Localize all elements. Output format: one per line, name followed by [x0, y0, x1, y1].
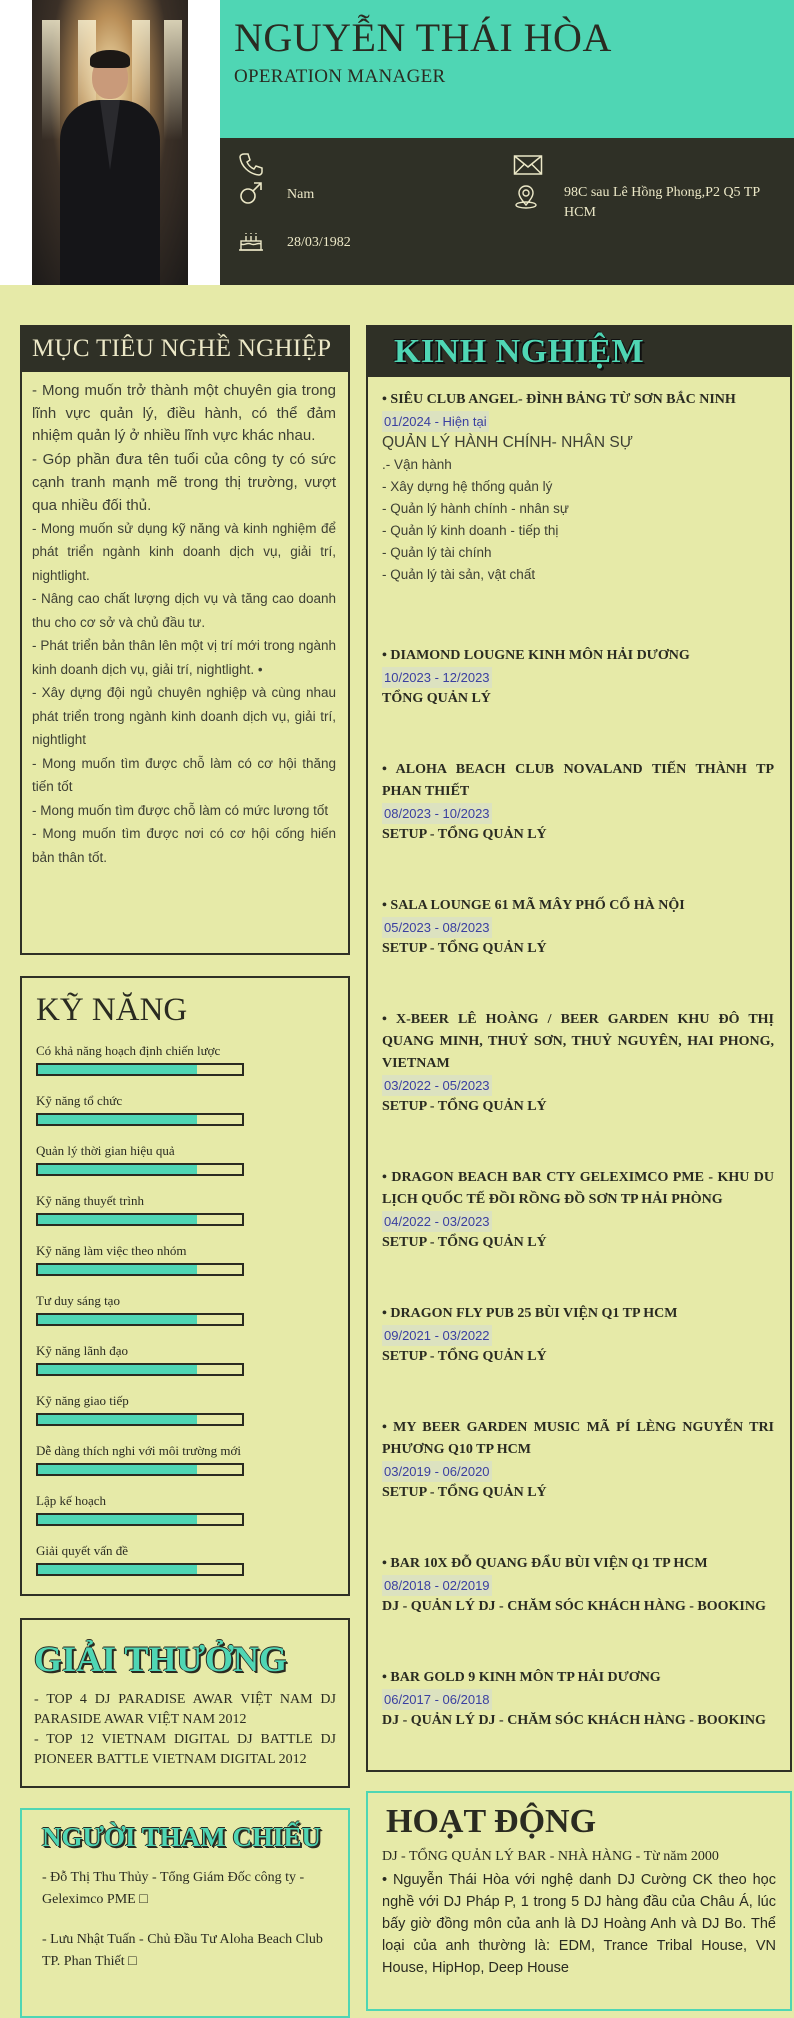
- experience-title: KINH NGHIỆM: [394, 333, 645, 370]
- job-role: OPERATION MANAGER: [234, 66, 446, 87]
- objective-item: - Mong muốn tìm được nơi có cơ hội cống hiến bản thân tốt.: [32, 826, 336, 865]
- job-entry: [382, 1417, 774, 1504]
- skill-label: Kỹ năng giao tiếp: [36, 1393, 129, 1408]
- activity-section: [366, 1791, 792, 2011]
- skill-label: Tư duy sáng tạo: [36, 1293, 120, 1308]
- job-duty: .- Vận hành: [382, 457, 452, 472]
- objective-item: - Mong muốn sử dụng kỹ năng và kinh nghiệm để phát triển ngành kinh doanh dịch vụ, giải trí, nightlight.: [32, 520, 336, 583]
- job-company: • BAR 10X ĐỖ QUANG ĐẨU BÙI VIỆN Q1 TP HCM: [382, 1556, 708, 1571]
- skill-bar: [36, 1113, 244, 1126]
- skill-bar: [36, 1213, 244, 1226]
- skills-title: KỸ NĂNG: [36, 992, 188, 1028]
- header-banner: [220, 0, 794, 138]
- skill-item: [36, 1493, 246, 1526]
- activity-title: HOẠT ĐỘNG: [386, 1803, 597, 1840]
- job-company: • BAR GOLD 9 KINH MÔN TP HẢI DƯƠNG: [382, 1670, 661, 1685]
- skill-label: Quản lý thời gian hiệu quả: [36, 1143, 175, 1158]
- job-duty: - Quản lý kinh doanh - tiếp thị: [382, 523, 559, 538]
- job-position: TỔNG QUẢN LÝ: [382, 691, 491, 706]
- job-position: SETUP - TỔNG QUẢN LÝ: [382, 827, 547, 842]
- skill-label: Kỹ năng làm việc theo nhóm: [36, 1243, 187, 1258]
- skill-bar: [36, 1513, 244, 1526]
- reference-item: - Lưu Nhật Tuấn - Chủ Đầu Tư Aloha Beach Club TP. Phan Thiết □: [42, 1932, 323, 1969]
- job-company: • DRAGON FLY PUB 25 BÙI VIỆN Q1 TP HCM: [382, 1306, 678, 1321]
- job-company: • DRAGON BEACH BAR CTY GELEXIMCO PME - KHU DU LỊCH QUỐC TẾ ĐỒI RỒNG ĐỒ SƠN TP HẢI PHÒNG: [382, 1170, 774, 1207]
- gender-icon: [238, 180, 264, 206]
- phone-icon: [238, 151, 264, 177]
- skill-item: [36, 1343, 246, 1376]
- skill-bar: [36, 1063, 244, 1076]
- award-item: - TOP 12 VIETNAM DIGITAL DJ BATTLE DJ PIONEER BATTLE VIETNAM DIGITAL 2012: [34, 1732, 336, 1767]
- job-position: SETUP - TỔNG QUẢN LÝ: [382, 941, 547, 956]
- job-position: DJ - QUẢN LÝ DJ - CHĂM SÓC KHÁCH HÀNG - BOOKING: [382, 1713, 766, 1728]
- email-icon: [513, 152, 543, 178]
- job-position: SETUP - TỔNG QUẢN LÝ: [382, 1235, 547, 1250]
- job-entry: [382, 389, 774, 586]
- objective-item: - Mong muốn tìm được chỗ làm có mức lương tốt: [32, 802, 329, 818]
- skill-item: [36, 1143, 246, 1176]
- skill-bar: [36, 1563, 244, 1576]
- job-company: • ALOHA BEACH CLUB NOVALAND TIẾN THÀNH TP PHAN THIẾT: [382, 762, 774, 799]
- skill-label: Lập kế hoạch: [36, 1493, 107, 1508]
- awards-title: GIẢI THƯỞNG: [34, 1639, 288, 1679]
- job-date: 05/2023 - 08/2023: [382, 917, 492, 938]
- job-date: 04/2022 - 03/2023: [382, 1211, 492, 1232]
- skills-section: [20, 976, 350, 1596]
- skill-bar: [36, 1313, 244, 1326]
- skill-label: Dễ dàng thích nghi với môi trường mới: [36, 1443, 241, 1458]
- profile-photo: [32, 0, 188, 285]
- skill-bar: [36, 1363, 244, 1376]
- skill-item: [36, 1393, 246, 1426]
- job-duty: - Quản lý tài chính: [382, 545, 492, 560]
- references-title: NGƯỜI THAM CHIẾU: [42, 1822, 322, 1852]
- objective-item: - Nâng cao chất lượng dịch vụ và tăng cao doanh thu cho cơ sở và chủ đầu tư.: [32, 591, 336, 630]
- skill-bar: [36, 1263, 244, 1276]
- objective-item: - Xây dựng đội ngủ chuyên nghiệp và cùng nhau phát triển trong ngành kinh doanh dịch vụ, giải trí, nightlight: [32, 685, 336, 747]
- job-duty: - Quản lý tài sản, vật chất: [382, 567, 536, 582]
- job-duty: - Quản lý hành chính - nhân sự: [382, 501, 569, 516]
- experience-header: [368, 327, 790, 377]
- references-section: [20, 1808, 350, 2018]
- skill-item: [36, 1543, 246, 1576]
- job-company: • DIAMOND LOUGNE KINH MÔN HẢI DƯƠNG: [382, 648, 690, 663]
- job-entry: [382, 1009, 774, 1118]
- skill-bar: [36, 1413, 244, 1426]
- skill-bar-fill: [38, 1365, 197, 1374]
- skill-item: [36, 1293, 246, 1326]
- birthday-cake-icon: [238, 228, 264, 254]
- activity-headline: DJ - TỔNG QUẢN LÝ BAR - NHÀ HÀNG - Từ năm 2000: [382, 1849, 719, 1864]
- skill-bar-fill: [38, 1115, 197, 1124]
- reference-item: - Đỗ Thị Thu Thủy - Tổng Giám Đốc công ty - Geleximco PME □: [42, 1870, 305, 1907]
- skill-label: Có khả năng hoạch định chiến lược: [36, 1043, 221, 1058]
- skill-bar-fill: [38, 1515, 197, 1524]
- skill-item: [36, 1093, 246, 1126]
- full-name: NGUYỄN THÁI HÒA: [234, 15, 612, 60]
- job-position: SETUP - TỔNG QUẢN LÝ: [382, 1099, 547, 1114]
- job-company: • SIÊU CLUB ANGEL- ĐÌNH BẢNG TỪ SƠN BẮC NINH: [382, 392, 736, 407]
- job-entry: [382, 1303, 774, 1368]
- job-company: • SALA LOUNGE 61 MÃ MÂY PHỐ CỔ HÀ NỘI: [382, 898, 685, 913]
- skill-label: Kỹ năng thuyết trình: [36, 1193, 144, 1208]
- location-icon: [513, 184, 539, 210]
- activity-text: • Nguyễn Thái Hòa với nghệ danh DJ Cường CK theo học nghề với DJ Pháp P, 1 trong 5 DJ hàng đầu của Châu Á, lúc bấy giờ đồng môn của anh là DJ Hoàng Anh và DJ Bo. Thể loại của anh thường là: EDM, Trance Tribal House, VN House, HipHop, Deep House: [382, 1872, 776, 1976]
- skill-item: [36, 1243, 246, 1276]
- objective-section: [20, 325, 350, 955]
- job-entry: [382, 895, 774, 960]
- skill-item: [36, 1193, 246, 1226]
- skill-bar-fill: [38, 1215, 197, 1224]
- job-date: 01/2024 - Hiện tại: [382, 411, 489, 432]
- skill-label: Kỹ năng tổ chức: [36, 1093, 123, 1108]
- job-entry: [382, 759, 774, 846]
- award-item: - TOP 4 DJ PARADISE AWAR VIỆT NAM DJ PARASIDE AWAR VIỆT NAM 2012: [34, 1692, 336, 1727]
- objective-item: - Mong muốn tìm được chỗ làm có cơ hội thăng tiến tốt: [32, 755, 336, 794]
- job-position: SETUP - TỔNG QUẢN LÝ: [382, 1349, 547, 1364]
- photo-frame: [0, 0, 220, 285]
- job-date: 03/2019 - 06/2020: [382, 1461, 492, 1482]
- skill-bar-fill: [38, 1565, 197, 1574]
- job-entry: [382, 1553, 774, 1618]
- job-position: QUẢN LÝ HÀNH CHÍNH- NHÂN SỰ: [382, 434, 633, 451]
- objective-item: - Phát triển bản thân lên một vị trí mới trong ngành kinh doanh dịch vụ, giải trí, nightlight. •: [32, 638, 336, 677]
- job-position: SETUP - TỔNG QUẢN LÝ: [382, 1485, 547, 1500]
- objective-text: [22, 372, 348, 869]
- contact-info: [220, 138, 794, 285]
- gender-value: Nam: [287, 187, 315, 202]
- skill-bar-fill: [38, 1265, 197, 1274]
- skill-bar: [36, 1163, 244, 1176]
- objective-item: - Mong muốn trở thành một chuyên gia trong lĩnh vực quản lý, điều hành, có thể đảm nhiệm quản lý ở nhiều lĩnh vực khác nhau.: [32, 382, 336, 444]
- job-date: 06/2017 - 06/2018: [382, 1689, 492, 1710]
- job-date: 08/2018 - 02/2019: [382, 1575, 492, 1596]
- job-entry: [382, 1167, 774, 1254]
- job-position: DJ - QUẢN LÝ DJ - CHĂM SÓC KHÁCH HÀNG - BOOKING: [382, 1599, 766, 1614]
- objective-title: MỤC TIÊU NGHỀ NGHIỆP: [22, 327, 348, 372]
- awards-section: [20, 1618, 350, 1788]
- job-duty: - Xây dựng hệ thống quản lý: [382, 479, 553, 494]
- job-date: 09/2021 - 03/2022: [382, 1325, 492, 1346]
- skill-bar: [36, 1463, 244, 1476]
- skill-bar-fill: [38, 1065, 197, 1074]
- skill-bar-fill: [38, 1165, 197, 1174]
- skill-bar-fill: [38, 1415, 197, 1424]
- objective-item: - Góp phần đưa tên tuổi của công ty có sức cạnh tranh mạnh mẽ trong thị trường, vượt qua nhiều đối thủ.: [32, 450, 336, 514]
- skill-bar-fill: [38, 1465, 197, 1474]
- skill-bar-fill: [38, 1315, 197, 1324]
- birthday-value: 28/03/1982: [287, 235, 351, 250]
- skill-item: [36, 1443, 246, 1476]
- job-company: • MY BEER GARDEN MUSIC MÃ PÍ LÈNG NGUYỄN TRI PHƯƠNG Q10 TP HCM: [382, 1420, 774, 1457]
- skill-label: Giải quyết vấn đề: [36, 1543, 129, 1558]
- job-company: • X-BEER LÊ HOÀNG / BEER GARDEN KHU ĐÔ THỊ QUANG MINH, THUỶ SƠN, THUỶ NGUYÊN, HAI PHONG, VIETNAM: [382, 1012, 774, 1071]
- job-entry: [382, 1667, 774, 1732]
- skill-label: Kỹ năng lãnh đạo: [36, 1343, 129, 1358]
- skill-item: [36, 1043, 246, 1076]
- job-date: 08/2023 - 10/2023: [382, 803, 492, 824]
- address-value: 98C sau Lê Hồng Phong,P2 Q5 TP HCM: [564, 185, 760, 220]
- job-entry: [382, 645, 774, 710]
- job-date: 10/2023 - 12/2023: [382, 667, 492, 688]
- experience-section: [366, 325, 792, 1772]
- job-date: 03/2022 - 05/2023: [382, 1075, 492, 1096]
